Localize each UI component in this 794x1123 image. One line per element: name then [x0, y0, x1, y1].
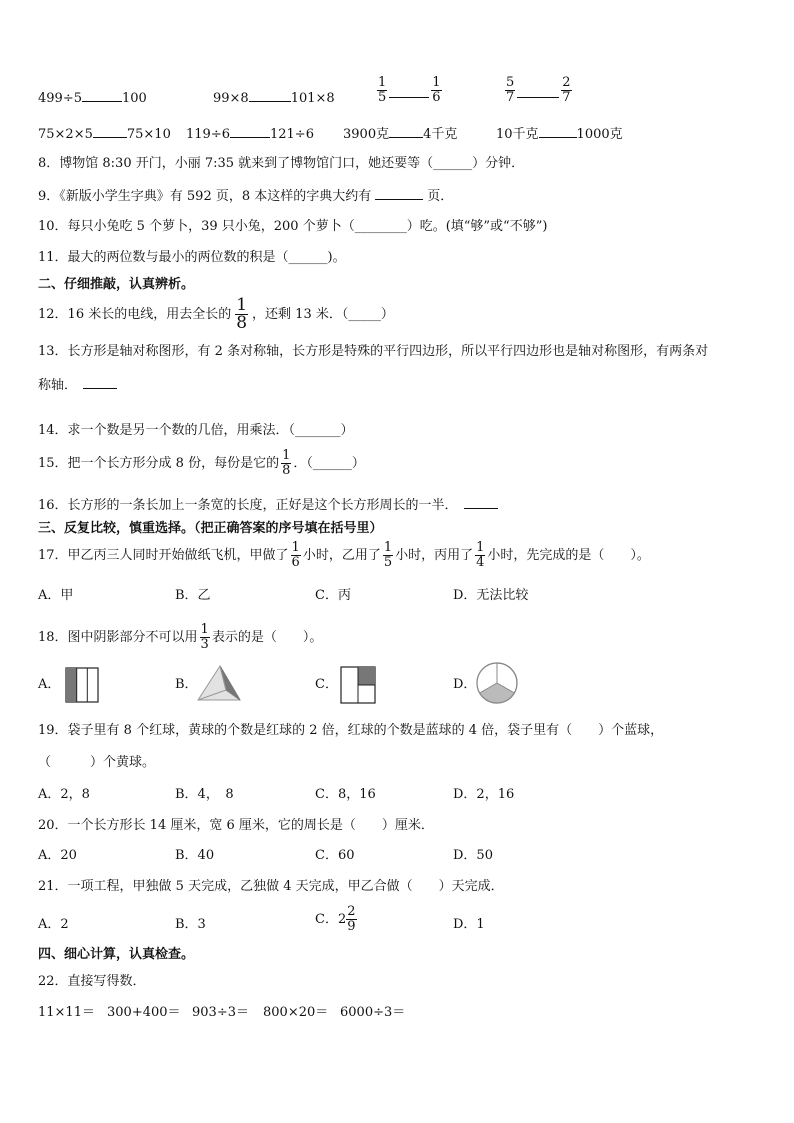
q19-option-b[interactable]: B．4， 8 — [175, 787, 234, 802]
compare-r1-c — [375, 76, 444, 105]
question-8: 8．博物馆 8:30 开门，小丽 7:35 就来到了博物馆门口，她还要等（______）分钟． — [38, 156, 525, 171]
question-text: 称轴． — [38, 378, 78, 393]
expr: 121÷6 — [269, 127, 314, 142]
fraction — [291, 541, 301, 570]
expr: 99×8 — [213, 91, 249, 106]
expr: 499÷5 — [38, 91, 82, 106]
numerator: 1 — [476, 540, 485, 555]
question-11: 11．最大的两位数与最小的两位数的积是（______)。 — [38, 250, 346, 265]
q18-option-c[interactable]: C． — [315, 677, 338, 692]
numerator: 1 — [282, 448, 291, 463]
question-text: 12．16 米长的电线，用去全长的 — [38, 307, 232, 322]
denominator: 8 — [236, 313, 248, 333]
question-text: 15．把一个长方形分成 8 份，每份是它的 — [38, 456, 280, 471]
question-text: 18．图中阴影部分不可以用 — [38, 630, 198, 645]
calc-item: 800×20＝ — [263, 1005, 329, 1020]
denominator: 8 — [282, 463, 291, 478]
compare-r2-c — [343, 124, 457, 144]
q21-option-b[interactable]: B．3 — [175, 917, 206, 932]
q20-option-b[interactable]: B．40 — [175, 848, 215, 863]
q20-option-c[interactable]: C．60 — [315, 848, 355, 863]
question-19-line2: （ ）个黄球。 — [38, 755, 156, 770]
compare-r1-b — [213, 88, 335, 108]
expr: 75×2×5 — [38, 127, 93, 142]
compare-r1-d — [503, 76, 574, 105]
compare-r2-a — [38, 124, 171, 144]
section-4-heading: 四、细心计算，认真检查。 — [38, 947, 195, 962]
denominator: 3 — [200, 637, 209, 652]
question-15 — [38, 449, 365, 478]
question-text: 17．甲乙丙三人同时开始做纸飞机，甲做了 — [38, 548, 289, 563]
section-2-heading: 二、仔细推敲，认真辨析。 — [38, 277, 195, 292]
answer-blank[interactable] — [83, 375, 117, 389]
expr: 100 — [121, 91, 147, 106]
section-3-heading: 三、反复比较，慎重选择。（把正确答案的序号填在括号里） — [38, 521, 383, 536]
q19-option-a[interactable]: A．2，8 — [38, 787, 90, 802]
fraction — [505, 76, 515, 105]
calc-item: 300+400＝ — [107, 1005, 181, 1020]
question-text: 小时，先完成的是（ ）。 — [487, 548, 650, 563]
answer-blank[interactable] — [375, 186, 423, 200]
expr: 3900克 — [343, 127, 390, 142]
expr: 10千克 — [496, 127, 539, 142]
q17-option-a[interactable]: A．甲 — [38, 588, 74, 603]
numerator: 5 — [506, 75, 515, 90]
question-text: 小时，丙用了 — [395, 548, 474, 563]
compare-r1-a — [38, 88, 147, 108]
q17-option-c[interactable]: C．丙 — [315, 588, 351, 603]
q17-option-b[interactable]: B．乙 — [175, 588, 211, 603]
question-12 — [38, 297, 394, 332]
denominator: 5 — [383, 555, 393, 570]
answer-blank[interactable] — [539, 124, 577, 138]
question-19-line1: 19．袋子里有 8 个红球，黄球的个数是红球的 2 倍，红球的个数是蓝球的 4 倍，袋子里有（ ）个蓝球， — [38, 723, 664, 738]
question-16 — [38, 495, 498, 515]
fraction — [200, 623, 210, 652]
q21-option-c[interactable] — [315, 905, 359, 934]
question-13-line1: 13．长方形是轴对称图形，有 2 条对称轴，长方形是特殊的平行四边形，所以平行四边形也是轴对称图形，有两条对 — [38, 344, 709, 359]
numerator: 2 — [347, 904, 356, 919]
shaded-square-parts-figure — [340, 666, 376, 704]
numerator: 1 — [378, 75, 387, 90]
question-text: 小时，乙用了 — [302, 548, 381, 563]
question-text: ，还剩 13 米．（_____） — [252, 307, 394, 322]
answer-blank[interactable] — [464, 495, 498, 509]
question-10: 10．每只小兔吃 5 个萝卜，39 只小兔，200 个萝卜（________）吃。(填“够”或“不够”) — [38, 219, 548, 234]
answer-blank[interactable] — [230, 124, 270, 138]
fraction — [235, 297, 248, 332]
numerator: 2 — [562, 75, 571, 90]
question-18 — [38, 623, 322, 652]
expr: 4千克 — [423, 127, 458, 142]
question-9 — [38, 186, 453, 206]
question-20: 20．一个长方形长 14 厘米，宽 6 厘米，它的周长是（ ）厘米． — [38, 818, 434, 833]
shaded-circle-thirds-figure — [475, 661, 519, 705]
q21-option-d[interactable]: D．1 — [453, 917, 485, 932]
q19-option-c[interactable]: C．8，16 — [315, 787, 376, 802]
numerator: 1 — [383, 540, 393, 555]
q18-option-b[interactable]: B． — [175, 677, 198, 692]
expr: 119÷6 — [186, 127, 230, 142]
expr: 101×8 — [290, 91, 335, 106]
question-text: 页． — [427, 189, 454, 204]
fraction — [561, 76, 571, 105]
shaded-triangle-figure — [196, 664, 242, 702]
denominator: 7 — [562, 90, 571, 105]
denominator: 6 — [432, 90, 441, 105]
fraction — [346, 905, 356, 934]
q20-option-a[interactable]: A．20 — [38, 848, 77, 863]
option-label: C．2 — [315, 912, 347, 927]
calc-item: 903÷3＝ — [192, 1005, 249, 1020]
q19-option-d[interactable]: D．2，16 — [453, 787, 515, 802]
compare-r2-b — [186, 124, 314, 144]
numerator: 1 — [200, 622, 209, 637]
numerator: 1 — [236, 295, 248, 315]
calc-item: 6000÷3＝ — [340, 1005, 406, 1020]
question-22: 22．直接写得数． — [38, 974, 146, 989]
denominator: 4 — [476, 555, 485, 570]
denominator: 9 — [347, 919, 356, 934]
q21-option-a[interactable]: A．2 — [38, 917, 69, 932]
fraction — [281, 449, 291, 478]
calc-item: 11×11＝ — [38, 1005, 95, 1020]
answer-blank[interactable] — [389, 124, 423, 138]
fraction — [383, 541, 393, 570]
numerator: 1 — [432, 75, 441, 90]
question-text: 9．《新版小学生字典》有 592 页，8 本这样的字典大约有 — [38, 189, 372, 204]
q17-option-d[interactable]: D．无法比较 — [453, 588, 529, 603]
denominator: 6 — [291, 555, 300, 570]
question-13-line2 — [38, 375, 117, 395]
fraction — [475, 541, 485, 570]
denominator: 5 — [378, 90, 387, 105]
question-14: 14．求一个数是另一个数的几倍，用乘法．（_______） — [38, 423, 354, 438]
expr: 75×10 — [126, 127, 171, 142]
answer-blank[interactable] — [517, 84, 559, 98]
numerator: 1 — [291, 540, 300, 555]
fraction — [431, 76, 441, 105]
expr: 1000克 — [576, 127, 623, 142]
fraction — [377, 76, 387, 105]
question-17 — [38, 541, 650, 570]
question-text: 16．长方形的一条长加上一条宽的长度，正好是这个长方形周长的一半． — [38, 498, 458, 513]
q18-option-a[interactable]: A． — [38, 677, 61, 692]
compare-r2-d — [496, 124, 623, 144]
question-21: 21．一项工程，甲独做 5 天完成，乙独做 4 天完成，甲乙合做（ ）天完成． — [38, 879, 504, 894]
answer-blank[interactable] — [82, 88, 122, 102]
q18-option-d[interactable]: D． — [453, 677, 477, 692]
q20-option-d[interactable]: D．50 — [453, 848, 493, 863]
question-text: ．（______） — [293, 456, 365, 471]
answer-blank[interactable] — [93, 124, 127, 138]
answer-blank[interactable] — [249, 88, 291, 102]
shaded-rectangle-thirds-figure — [65, 667, 99, 703]
denominator: 7 — [506, 90, 515, 105]
question-text: 表示的是（ ）。 — [211, 630, 323, 645]
answer-blank[interactable] — [389, 84, 429, 98]
